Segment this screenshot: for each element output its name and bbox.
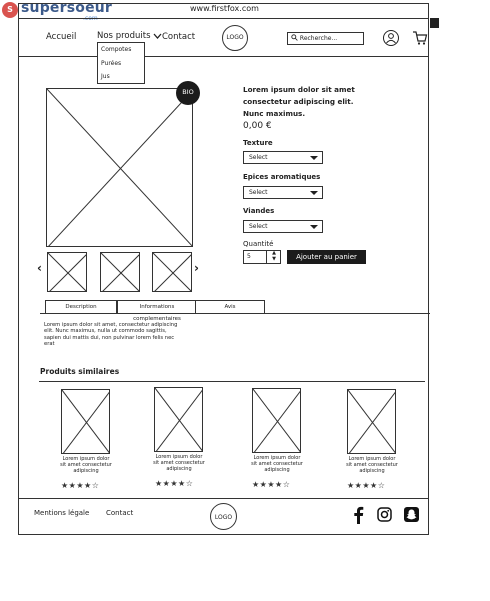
product-thumbnail[interactable] bbox=[47, 252, 87, 292]
nav-home[interactable]: Accueil bbox=[46, 32, 77, 42]
tabs-divider bbox=[40, 313, 430, 314]
url-text: www.firstfox.com bbox=[190, 4, 259, 13]
description-text: Lorem ipsum dolor sit amet, consectetur adipiscing elit. Nunc maximus, nulla ut commodo sagittis, sapien dui mattis dui, non pulvinar lorem felis nec erat bbox=[44, 322, 178, 347]
search-placeholder: Recherche... bbox=[299, 35, 338, 42]
watermark-subtitle: .com bbox=[83, 15, 98, 22]
search-icon bbox=[291, 34, 298, 41]
caret-down-icon bbox=[310, 225, 318, 229]
product-thumbnail[interactable] bbox=[100, 252, 140, 292]
tab-informations[interactable]: Informations complementaires bbox=[117, 300, 197, 314]
user-icon[interactable] bbox=[383, 30, 399, 46]
chevron-down-icon bbox=[153, 33, 162, 39]
option-label-texture: Texture bbox=[243, 139, 273, 147]
texture-select-value: Select bbox=[249, 154, 268, 161]
stepper-up-icon[interactable]: ▲ bbox=[272, 250, 276, 256]
epices-select[interactable] bbox=[243, 186, 323, 199]
rating-stars: ★★★★☆ bbox=[61, 481, 100, 490]
bio-badge: BIO bbox=[176, 81, 200, 105]
rating-stars: ★★★★☆ bbox=[347, 481, 386, 490]
rating-stars: ★★★★☆ bbox=[155, 479, 194, 488]
quantity-stepper[interactable] bbox=[266, 250, 281, 264]
similar-divider bbox=[39, 381, 425, 382]
footer-divider bbox=[18, 498, 429, 499]
similar-product-image[interactable] bbox=[154, 387, 203, 452]
similar-product-text[interactable]: Lorem ipsum dolor sit amet consectetur adipiscing bbox=[60, 456, 112, 474]
facebook-icon[interactable] bbox=[352, 506, 364, 524]
scrollbar-track[interactable] bbox=[428, 14, 441, 535]
similar-product-text[interactable]: Lorem ipsum dolor sit amet consectetur adipiscing bbox=[346, 456, 398, 474]
product-thumbnail[interactable] bbox=[152, 252, 192, 292]
similar-products-title: Produits similaires bbox=[40, 367, 120, 376]
products-dropdown-menu bbox=[97, 42, 145, 84]
texture-select[interactable] bbox=[243, 151, 323, 164]
option-label-viandes: Viandes bbox=[243, 207, 275, 215]
dropdown-item-compotes[interactable]: Compotes bbox=[101, 46, 132, 53]
dropdown-item-jus[interactable]: Jus bbox=[101, 73, 110, 80]
similar-product-text[interactable]: Lorem ipsum dolor sit amet consectetur adipiscing bbox=[153, 454, 205, 472]
header-divider bbox=[18, 56, 429, 57]
quantity-input[interactable]: 5 bbox=[243, 250, 281, 264]
footer-contact-link[interactable]: Contact bbox=[106, 509, 134, 517]
caret-down-icon bbox=[310, 156, 318, 160]
similar-product-image[interactable] bbox=[252, 388, 301, 453]
epices-select-value: Select bbox=[249, 189, 268, 196]
rating-stars: ★★★★☆ bbox=[252, 480, 291, 489]
header-logo[interactable]: LOGO bbox=[222, 25, 248, 51]
cart-icon[interactable] bbox=[412, 30, 428, 46]
add-to-cart-button[interactable]: Ajouter au panier bbox=[287, 250, 366, 264]
snapchat-icon[interactable] bbox=[404, 507, 419, 522]
product-price: 0,00 € bbox=[243, 121, 272, 131]
product-title: Lorem ipsum dolor sit amet consectetur adipiscing elit. Nunc maximus. bbox=[243, 85, 355, 118]
chevron-right-icon[interactable]: › bbox=[194, 261, 199, 275]
address-bar-divider bbox=[18, 18, 429, 19]
viandes-select-value: Select bbox=[249, 223, 268, 230]
instagram-icon[interactable] bbox=[377, 507, 392, 522]
footer-logo[interactable]: LOGO bbox=[210, 503, 237, 530]
chevron-left-icon[interactable]: ‹ bbox=[37, 261, 42, 275]
product-main-image bbox=[46, 88, 193, 247]
similar-product-text[interactable]: Lorem ipsum dolor sit amet consectetur adipiscing bbox=[251, 455, 303, 473]
watermark-title: supersoeur bbox=[21, 0, 113, 16]
viandes-select[interactable] bbox=[243, 220, 323, 233]
footer-legal-link[interactable]: Mentions légale bbox=[34, 509, 90, 517]
tab-avis[interactable]: Avis bbox=[195, 300, 265, 314]
stepper-down-icon[interactable]: ▼ bbox=[272, 256, 276, 262]
nav-products-label: Nos produits bbox=[97, 31, 151, 41]
caret-down-icon bbox=[310, 191, 318, 195]
quantity-label: Quantité bbox=[243, 240, 274, 248]
dropdown-item-purees[interactable]: Purées bbox=[101, 60, 122, 67]
tab-description[interactable]: Description bbox=[45, 300, 117, 314]
similar-product-image[interactable] bbox=[61, 389, 110, 454]
scrollbar-thumb[interactable] bbox=[430, 18, 439, 28]
watermark-badge: S bbox=[2, 2, 18, 18]
nav-products[interactable] bbox=[97, 31, 162, 41]
similar-product-image[interactable] bbox=[347, 389, 396, 454]
search-input[interactable] bbox=[287, 32, 364, 45]
nav-contact[interactable]: Contact bbox=[162, 32, 196, 42]
option-label-epices: Epices aromatiques bbox=[243, 173, 321, 181]
